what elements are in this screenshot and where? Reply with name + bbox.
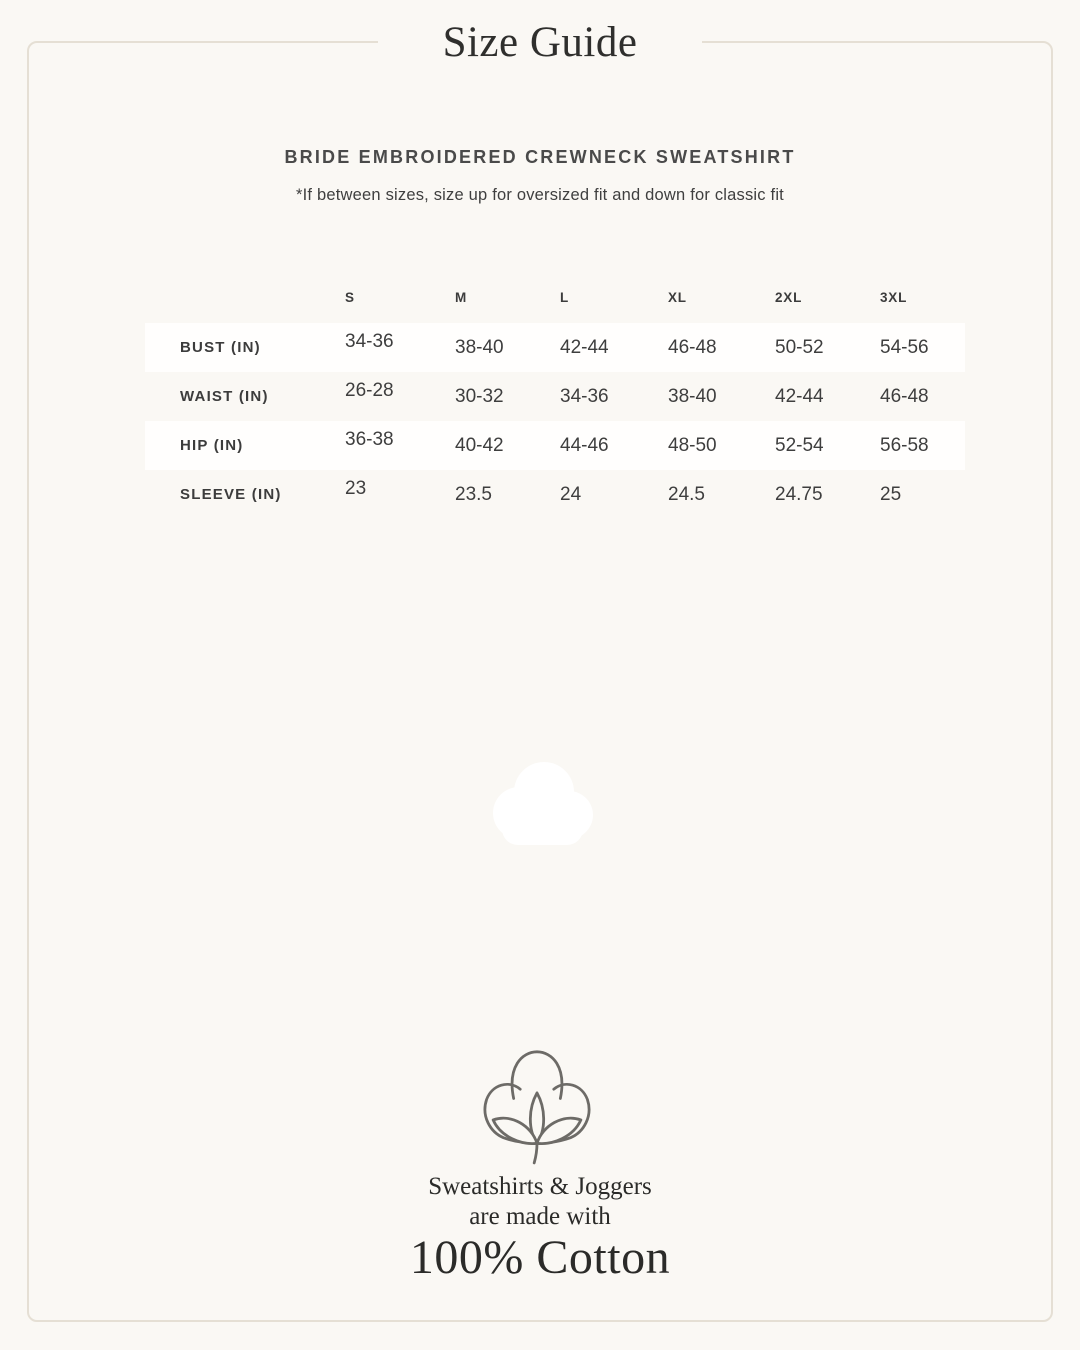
table-row-hip bbox=[145, 421, 965, 470]
cell-value: 24.75 bbox=[775, 483, 823, 505]
cell-value: 50-52 bbox=[775, 336, 824, 358]
cell-value: 34-36 bbox=[560, 385, 609, 407]
cell-value: 38-40 bbox=[455, 336, 504, 358]
cell-value: 36-38 bbox=[345, 428, 394, 450]
fit-note: *If between sizes, size up for oversized fit and down for classic fit bbox=[296, 186, 784, 204]
cell-value: 23 bbox=[345, 477, 367, 499]
cell-value: 38-40 bbox=[668, 385, 717, 407]
cell-value: 25 bbox=[880, 483, 902, 505]
column-header-l: L bbox=[560, 290, 570, 305]
cell-value: 46-48 bbox=[668, 336, 717, 358]
cell-value: 30-32 bbox=[455, 385, 504, 407]
page-title-text: Size Guide bbox=[378, 18, 703, 68]
row-label: SLEEVE (IN) bbox=[180, 486, 282, 503]
row-label: WAIST (IN) bbox=[180, 388, 269, 405]
column-header-3xl: 3XL bbox=[880, 290, 908, 305]
column-header-xl: XL bbox=[668, 290, 687, 305]
row-label: HIP (IN) bbox=[180, 437, 244, 454]
footer-cotton-highlight: 100% Cotton bbox=[409, 1231, 671, 1284]
cell-value: 26-28 bbox=[345, 379, 394, 401]
cotton-flower-icon bbox=[481, 1046, 593, 1165]
column-header-m: M bbox=[455, 290, 468, 305]
column-header-s: S bbox=[345, 290, 355, 305]
cell-value: 52-54 bbox=[775, 434, 824, 456]
cell-value: 24.5 bbox=[668, 483, 705, 505]
product-name: BRIDE EMBROIDERED CREWNECK SWEATSHIRT bbox=[284, 147, 796, 167]
cell-value: 46-48 bbox=[880, 385, 929, 407]
cloud-image-placeholder-icon bbox=[490, 755, 595, 845]
size-chart-table bbox=[145, 272, 965, 519]
cell-value: 40-42 bbox=[455, 434, 504, 456]
cell-value: 24 bbox=[560, 483, 582, 505]
size-chart-header-row bbox=[145, 272, 965, 323]
cell-value: 54-56 bbox=[880, 336, 929, 358]
footer-materials-line2: are made with bbox=[469, 1203, 611, 1230]
row-label: BUST (IN) bbox=[180, 339, 261, 356]
table-row-sleeve bbox=[145, 470, 965, 519]
cell-value: 34-36 bbox=[345, 330, 394, 352]
cell-value: 23.5 bbox=[455, 483, 492, 505]
table-row-bust bbox=[145, 323, 965, 372]
footer-materials-line1: Sweatshirts & Joggers bbox=[428, 1173, 652, 1200]
cell-value: 42-44 bbox=[775, 385, 824, 407]
cell-value: 42-44 bbox=[560, 336, 609, 358]
cell-value: 48-50 bbox=[668, 434, 717, 456]
table-row-waist bbox=[145, 372, 965, 421]
cell-value: 56-58 bbox=[880, 434, 929, 456]
cell-value: 44-46 bbox=[560, 434, 609, 456]
page-title bbox=[0, 18, 1080, 68]
column-header-2xl: 2XL bbox=[775, 290, 803, 305]
